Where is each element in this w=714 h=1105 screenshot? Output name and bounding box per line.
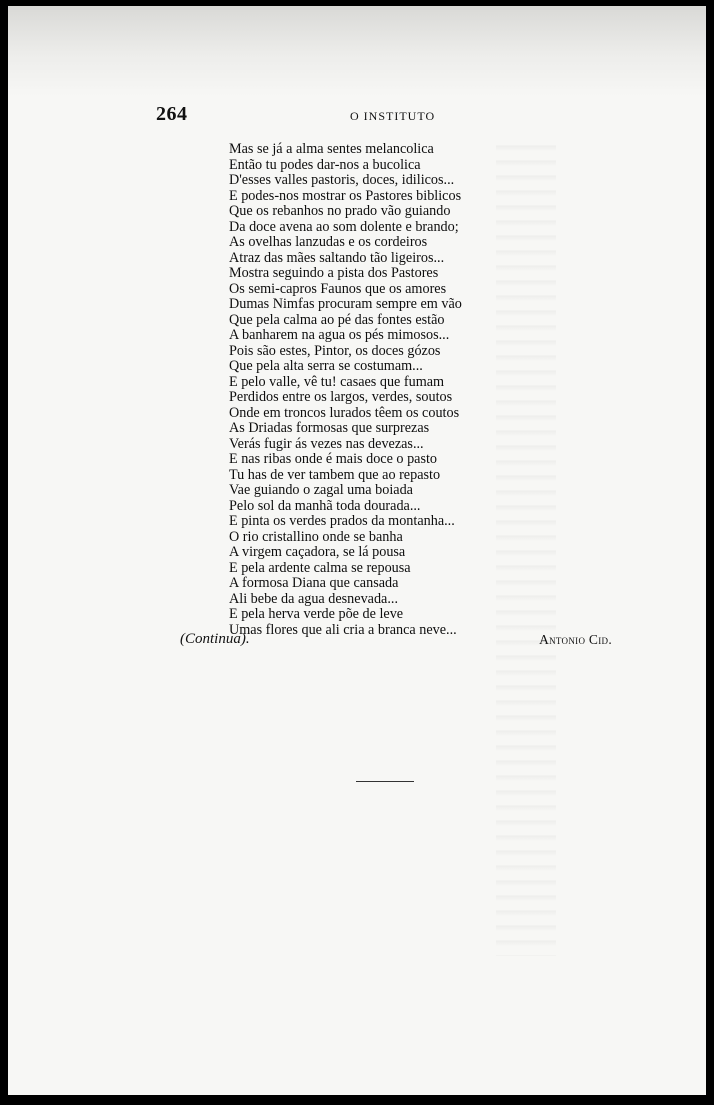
poem-line: Ali bebe da agua desnevada... [229,590,398,607]
poem-line: A banharem na agua os pés mimosos... [229,327,450,343]
poem-line: Os semi-capros Faunos que os amores [229,280,447,297]
poem-line: E pela herva verde põe de leve [229,606,404,622]
book-page [8,6,706,1095]
poem-line: D'esses valles pastoris, doces, idilicos... [229,172,455,188]
page-top-shade [8,6,706,96]
poem-line: As ovelhas lanzudas e os cordeiros [229,234,428,250]
continua-note: (Continua). [180,631,250,647]
poem-line: Pois são estes, Pintor, os doces gózos [229,342,441,359]
poem-line: E nas ribas onde é mais doce o pasto [229,451,438,467]
poem-line: A virgem caçadora, se lá pousa [229,544,406,560]
poem-line: Vae guiando o zagal uma boiada [229,482,413,498]
poem-line: E podes-nos mostrar os Pastores biblicos [229,187,462,204]
poem-line: Onde em troncos lurados têem os coutos [229,404,460,421]
poem-line: Perdidos entre os largos, verdes, soutos [229,389,453,405]
poem-line: Verás fugir ás vezes nas devezas... [229,435,424,452]
page-header [156,103,476,127]
poem-line: Umas flores que ali cria a branca neve... [229,621,457,638]
poem-line: Então tu podes dar-nos a bucolica [229,156,421,173]
poem-line: A formosa Diana que cansada [229,575,399,591]
page-number: 264 [156,103,188,125]
poem-line: As Driadas formosas que surprezas [229,420,430,436]
poem-line: Mas se já a alma sentes melancolica [229,141,434,157]
poem-line: Pelo sol da manhã toda dourada... [229,497,421,514]
poem-line: O rio cristallino onde se banha [229,528,403,545]
poem-line: Tu has de ver tambem que ao repasto [229,466,441,483]
poem [229,142,529,638]
section-rule [356,781,414,782]
page-footer [180,631,612,651]
poem-line: Que os rebanhos no prado vão guiando [229,203,451,219]
poem-line: E pelo valle, vê tu! casaes que fumam [229,373,445,390]
poem-line: E pela ardente calma se repousa [229,559,411,576]
running-head: O INSTITUTO [350,109,436,123]
poem-line: Dumas Nimfas procuram sempre em vão [229,296,462,312]
poem-line: Mostra seguindo a pista dos Pastores [229,265,439,281]
poem-line: Que pela calma ao pé das fontes estão [229,311,445,328]
poem-line: Da doce avena ao som dolente e brando; [229,218,459,235]
poem-line: E pinta os verdes prados da montanha... [229,513,455,529]
author-signature: Antonio Cid. [539,632,612,647]
poem-line: Atraz das mães saltando tão ligeiros... [229,249,445,266]
poem-line: Que pela alta serra se costumam... [229,358,423,374]
